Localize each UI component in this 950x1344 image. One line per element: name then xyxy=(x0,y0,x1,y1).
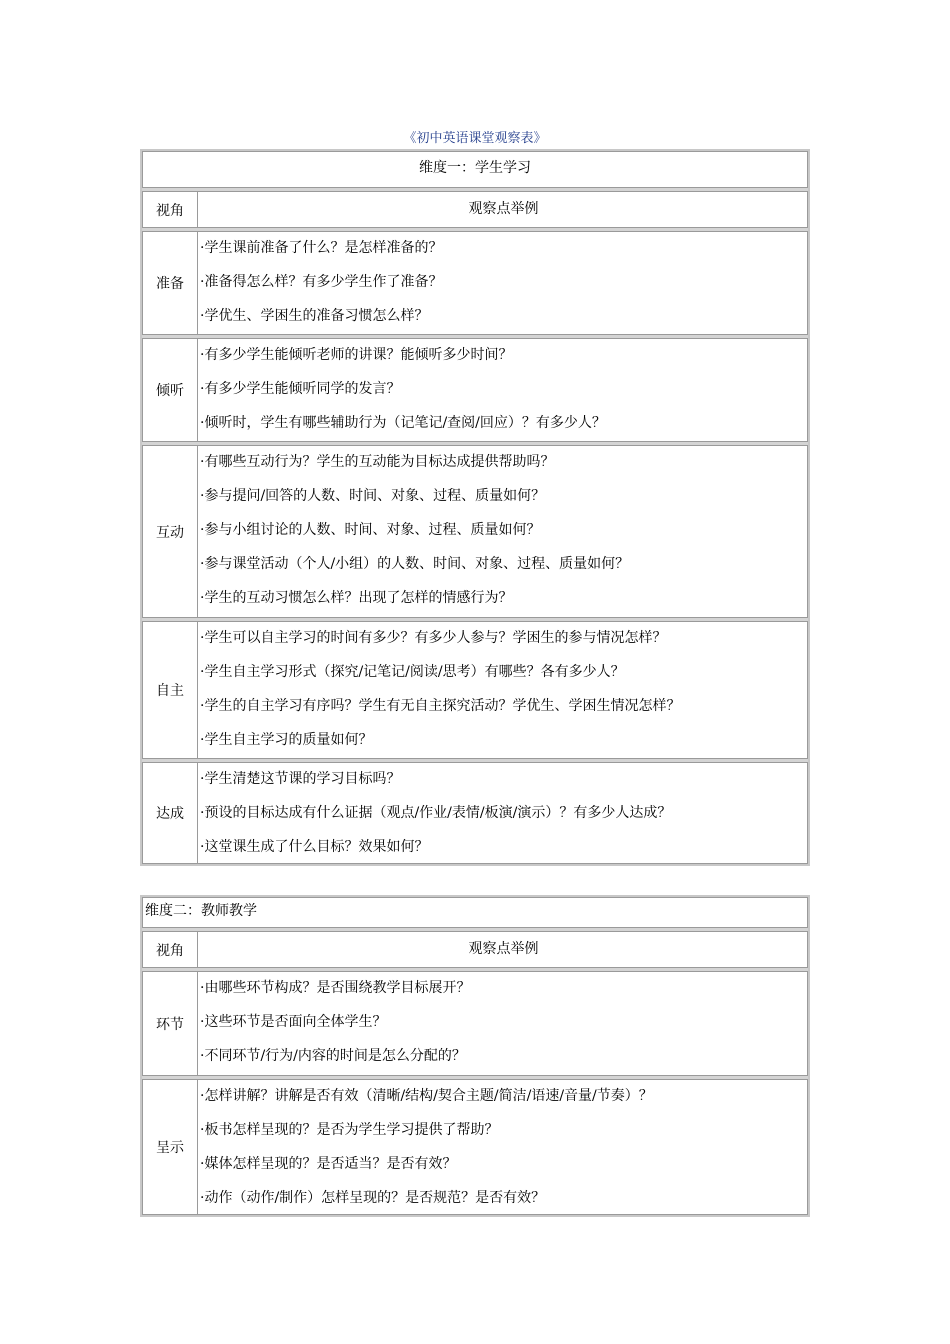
observation-point: · 学生自主学习的质量如何？ xyxy=(200,726,807,760)
row-label: 准备 xyxy=(142,231,198,335)
row-points xyxy=(198,971,808,1076)
observation-point: · 学优生、学困生的准备习惯怎么样？ xyxy=(200,302,807,336)
observation-point: · 媒体怎样呈现的？是否适当？是否有效？ xyxy=(200,1150,807,1184)
observation-point: · 学生可以自主学习的时间有多少？有多少人参与？学困生的参与情况怎样？ xyxy=(200,624,807,658)
table-row xyxy=(142,759,808,864)
observation-point: · 学生课前准备了什么？是怎样准备的？ xyxy=(200,234,807,268)
observation-point: · 准备得怎么样？有多少学生作了准备？ xyxy=(200,268,807,302)
table-row xyxy=(142,335,808,442)
row-points xyxy=(198,338,808,442)
observation-point: · 板书怎样呈现的？是否为学生学习提供了帮助？ xyxy=(200,1116,807,1150)
table-row xyxy=(142,228,808,335)
row-label: 环节 xyxy=(142,971,198,1076)
row-points xyxy=(198,621,808,759)
observation-point: · 有多少学生能倾听同学的发言？ xyxy=(200,375,807,409)
observation-point: · 有哪些互动行为？学生的互动能为目标达成提供帮助吗？ xyxy=(200,448,807,482)
observation-point: · 预设的目标达成有什么证据（观点/作业/表情/板演/演示）？有多少人达成？ xyxy=(200,799,807,833)
observation-point: · 有多少学生能倾听老师的讲课？能倾听多少时间？ xyxy=(200,341,807,375)
dimension-header: 维度二：教师教学 xyxy=(142,897,808,928)
observation-point: · 这些环节是否面向全体学生？ xyxy=(200,1008,807,1042)
observation-point: · 倾听时，学生有哪些辅助行为（记笔记/查阅/回应）？有多少人？ xyxy=(200,409,807,443)
observation-table-teacher-teaching xyxy=(140,895,810,1217)
table-row xyxy=(142,968,808,1076)
column-header-points: 观察点举例 xyxy=(198,931,808,968)
observation-point: · 学生的互动习惯怎么样？出现了怎样的情感行为？ xyxy=(200,584,807,618)
observation-point: · 这堂课生成了什么目标？效果如何？ xyxy=(200,833,807,867)
observation-point: · 参与提问/回答的人数、时间、对象、过程、质量如何？ xyxy=(200,482,807,516)
column-header-view: 视角 xyxy=(142,931,198,968)
row-points xyxy=(198,762,808,864)
observation-point: · 参与小组讨论的人数、时间、对象、过程、质量如何？ xyxy=(200,516,807,550)
column-header-points: 观察点举例 xyxy=(198,191,808,228)
observation-point: · 学生的自主学习有序吗？学生有无自主探究活动？学优生、学困生情况怎样？ xyxy=(200,692,807,726)
observation-table-student-learning xyxy=(140,149,810,866)
table-row xyxy=(142,618,808,759)
row-points xyxy=(198,231,808,335)
observation-point: · 学生自主学习形式（探究/记笔记/阅读/思考）有哪些？各有多少人？ xyxy=(200,658,807,692)
observation-point: · 不同环节/行为/内容的时间是怎么分配的？ xyxy=(200,1042,807,1076)
row-label: 互动 xyxy=(142,445,198,618)
dimension-header: 维度一：学生学习 xyxy=(142,151,808,188)
column-header-view: 视角 xyxy=(142,191,198,228)
table-row xyxy=(142,442,808,618)
row-label: 自主 xyxy=(142,621,198,759)
column-header-row xyxy=(142,928,808,968)
observation-point: · 动作（动作/制作）怎样呈现的？是否规范？是否有效？ xyxy=(200,1184,807,1218)
table-header-row xyxy=(142,151,808,188)
row-points xyxy=(198,1079,808,1215)
row-label: 呈示 xyxy=(142,1079,198,1215)
observation-point: · 怎样讲解？讲解是否有效（清晰/结构/契合主题/简洁/语速/音量/节奏）？ xyxy=(200,1082,807,1116)
row-label: 倾听 xyxy=(142,338,198,442)
document-title: 《初中英语课堂观察表》 xyxy=(403,131,547,146)
column-header-row xyxy=(142,188,808,228)
table-row xyxy=(142,1076,808,1215)
observation-point: · 学生清楚这节课的学习目标吗？ xyxy=(200,765,807,799)
row-label: 达成 xyxy=(142,762,198,864)
table-header-row xyxy=(142,897,808,928)
observation-point: · 参与课堂活动（个人/小组）的人数、时间、对象、过程、质量如何？ xyxy=(200,550,807,584)
row-points xyxy=(198,445,808,618)
observation-point: · 由哪些环节构成？是否围绕教学目标展开？ xyxy=(200,974,807,1008)
